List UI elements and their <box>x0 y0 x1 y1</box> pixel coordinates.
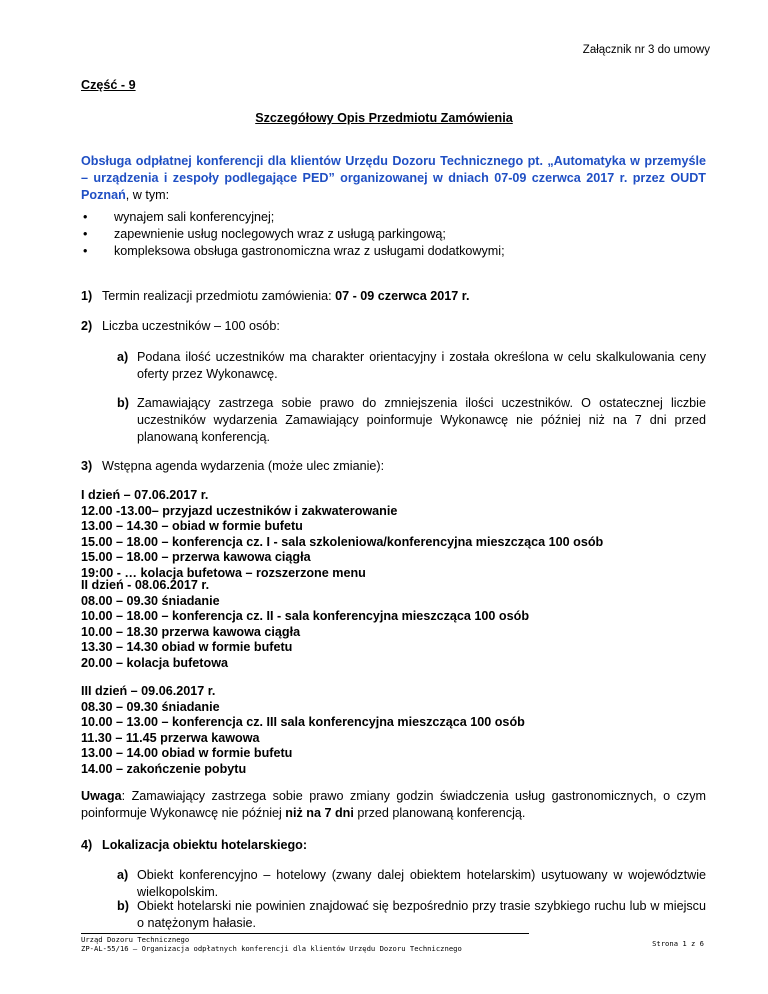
agenda-day-3 <box>81 684 701 777</box>
item-4b <box>117 898 706 932</box>
intro-highlight: Obsługa odpłatnej konferencji dla klientów Urzędu Dozoru Technicznego pt. „Automatyka w przemyśle – urządzenia i zespoły podlegające PED” organizowanej w dniach 07-09 czerwca 2017 r. przez OUDT Poznań <box>81 154 706 202</box>
part-heading: Część - 9 <box>81 78 136 92</box>
document-title: Szczegółowy Opis Przedmiotu Zamówienia <box>255 111 513 125</box>
intro-rest: , w tym: <box>125 188 170 202</box>
agenda-line: 13.00 – 14.30 – obiad w formie bufetu <box>81 519 303 533</box>
agenda-line: 08.30 – 09.30 śniadanie <box>81 699 220 714</box>
intro-paragraph <box>81 153 706 204</box>
footer-divider <box>81 933 529 934</box>
sub-text: Zamawiający zastrzega sobie prawo do zmniejszenia ilości uczestników. O ostatecznej liczbie uczestników wydarzenia Zamawiający poinformuje Wykonawcę nie później niż na 7 dni przed planowaną konferencją. <box>137 396 706 444</box>
list-item: • kompleksowa obsługa gastronomiczna wraz z usługami dodatkowymi; <box>81 243 701 260</box>
sub-label: a) <box>117 868 129 882</box>
sub-label: b) <box>117 899 129 913</box>
item-date: 07 - 09 czerwca 2017 r. <box>335 289 470 303</box>
item-text: Wstępna agenda wydarzenia (może ulec zmianie): <box>102 459 385 473</box>
item-text: Lokalizacja obiektu hotelarskiego: <box>102 838 308 852</box>
note-text-end: przed planowaną konferencją. <box>353 806 526 820</box>
agenda-line: 12.00 -13.00– przyjazd uczestników i zakwaterowanie <box>81 503 398 518</box>
sub-text: Obiekt hotelarski nie powinien znajdować się bezpośrednio przy trasie szybkiego ruchu lub w miejscu o natężonym hałasie. <box>137 899 706 930</box>
sub-text: Podana ilość uczestników ma charakter orientacyjny i została określona w celu skalkulowania ceny oferty przez Wykonawcę. <box>137 350 706 381</box>
agenda-line: I dzień – 07.06.2017 r. <box>81 488 209 502</box>
sub-label: b) <box>117 396 129 410</box>
agenda-line: 14.00 – zakończenie pobytu <box>81 761 247 776</box>
note-text: : Zamawiający zastrzega sobie prawo zmiany godzin świadczenia usług gastronomicznych, o czym poinformuje Wykonawcę nie później <box>81 789 706 820</box>
item-number: 3) <box>81 459 93 473</box>
agenda-line: 11.30 – 11.45 przerwa kawowa <box>81 730 260 745</box>
item-2b <box>117 395 706 446</box>
item-text: Termin realizacji przedmiotu zamówienia: <box>102 289 336 303</box>
list-item: • zapewnienie usług noclegowych wraz z usługą parkingową; <box>81 226 701 243</box>
item-4 <box>81 837 706 854</box>
note-label: Uwaga <box>81 789 122 803</box>
item-1 <box>81 288 706 305</box>
agenda-line: 15.00 – 18.00 – konferencja cz. I - sala szkoleniowa/konferencyjna mieszcząca 100 osób <box>81 534 604 549</box>
item-number: 1) <box>81 289 93 303</box>
agenda-line: 10.00 – 18.30 przerwa kawowa ciągła <box>81 624 301 639</box>
agenda-day-2 <box>81 578 701 671</box>
agenda-line: 13.00 – 14.00 obiad w formie bufetu <box>81 746 293 760</box>
agenda-line: III dzień – 09.06.2017 r. <box>81 684 216 698</box>
item-number: 2) <box>81 319 93 333</box>
annex-label: Załącznik nr 3 do umowy <box>582 44 710 56</box>
note-emphasis: niż na 7 dni <box>285 806 354 820</box>
item-2 <box>81 318 706 335</box>
agenda-line: 10.00 – 13.00 – konferencja cz. III sala konferencyjna mieszcząca 100 osób <box>81 715 525 729</box>
page-number: Strona 1 z 6 <box>652 939 704 948</box>
agenda-line: 08.00 – 09.30 śniadanie <box>81 593 220 608</box>
sub-text: Obiekt konferencyjno – hotelowy (zwany dalej obiektem hotelarskim) usytuowany w województwie wielkopolskim. <box>137 868 706 899</box>
agenda-line: 19:00 - … kolacja bufetowa – rozszerzone menu <box>81 565 366 580</box>
item-4a <box>117 867 706 901</box>
footer-reference: ZP-AL-55/16 – Organizacja odpłatnych konferencji dla klientów Urzędu Dozoru Technicznego <box>81 944 462 953</box>
item-number: 4) <box>81 838 93 852</box>
agenda-line: 13.30 – 14.30 obiad w formie bufetu <box>81 640 293 654</box>
footer-org: Urząd Dozoru Technicznego <box>81 935 190 944</box>
scope-list <box>81 209 701 260</box>
list-item: • wynajem sali konferencyjnej; <box>81 209 701 226</box>
item-2a <box>117 349 706 383</box>
agenda-line: 15.00 – 18.00 – przerwa kawowa ciągła <box>81 550 311 564</box>
item-text: Liczba uczestników – 100 osób: <box>102 319 280 333</box>
sub-label: a) <box>117 350 129 364</box>
agenda-line: 10.00 – 18.00 – konferencja cz. II - sala konferencyjna mieszcząca 100 osób <box>81 609 530 623</box>
agenda-line: 20.00 – kolacja bufetowa <box>81 655 228 670</box>
agenda-line: II dzień - 08.06.2017 r. <box>81 578 210 592</box>
item-3 <box>81 458 706 475</box>
agenda-day-1 <box>81 488 701 581</box>
note-paragraph <box>81 788 706 822</box>
